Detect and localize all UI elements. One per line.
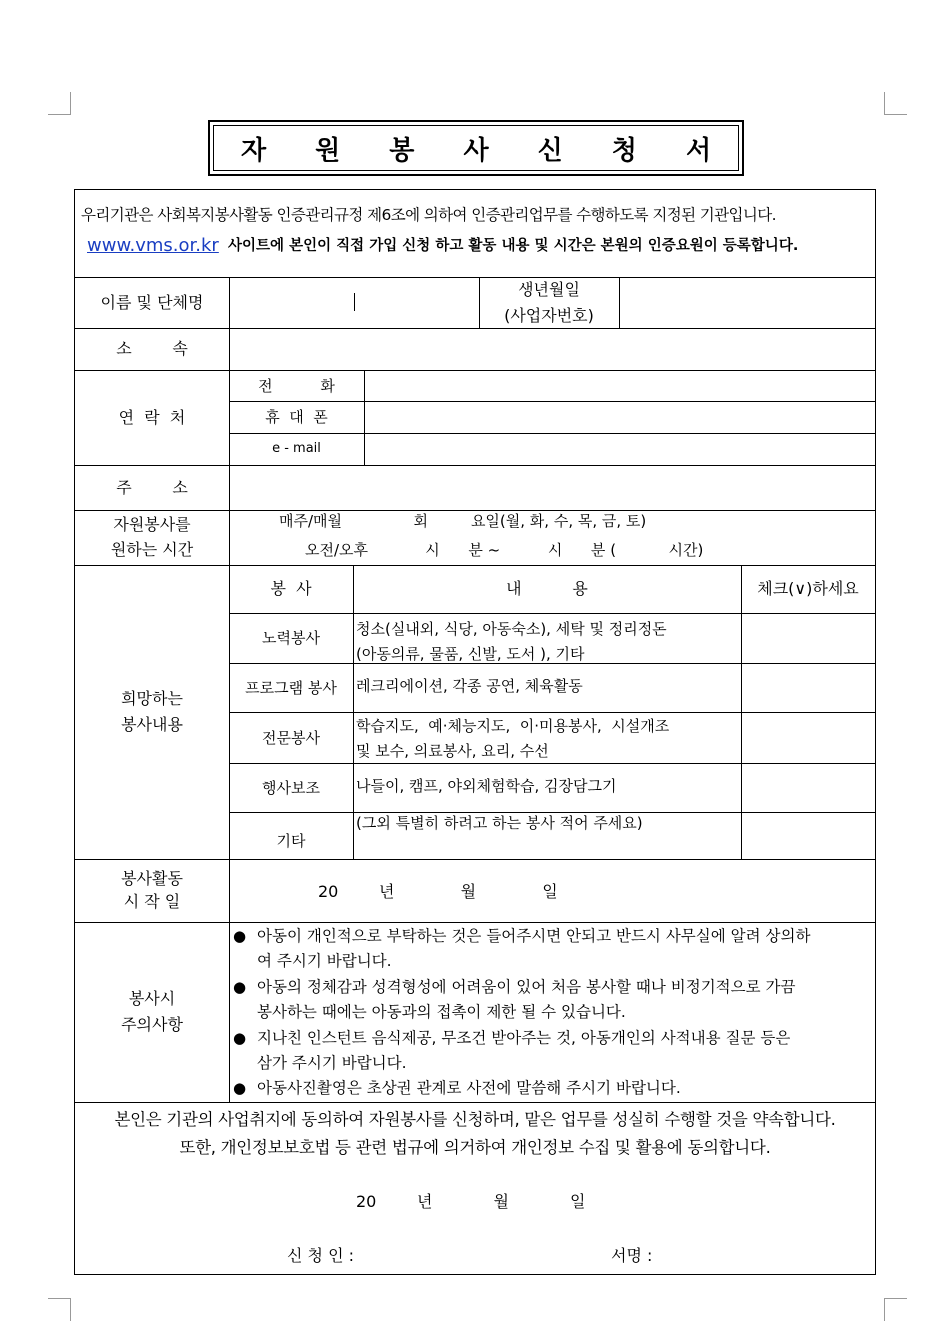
note-line: 아동의 정체감과 성격형성에 어려움이 있어 처음 봉사할 때나 비정기적으로 가끔 xyxy=(257,978,796,996)
agreement-line2: 또한, 개인정보보호법 등 관련 법규에 의거하여 개인정보 수집 및 활용에 동의합니다. xyxy=(179,1138,771,1157)
note-line: 아동이 개인적으로 부탁하는 것은 들어주시면 안되고 반드시 사무실에 알려 상의하 xyxy=(257,927,811,945)
service-content-expert xyxy=(356,714,669,764)
check-cell-expert[interactable] xyxy=(742,713,874,762)
service-header-type: 봉 사 xyxy=(270,579,312,599)
service-type-event: 행사보조 xyxy=(262,778,320,797)
notes-label-line2: 주의사항 xyxy=(121,1015,183,1034)
service-type-expert: 전문봉사 xyxy=(262,728,320,747)
service-content-expert-line1: 학습지도, 예·체능지도, 이·미용봉사, 시설개조 xyxy=(356,717,670,735)
bullet-icon: ● xyxy=(233,1029,247,1047)
intro-line1: 우리기관은 사회복지봉사활동 인증관리규정 제6조에 의하여 인증관리업무를 수행하도록 지정된 기관입니다. xyxy=(81,206,776,224)
birth-label-line2: (사업자번호) xyxy=(504,305,594,325)
note-item xyxy=(233,924,875,974)
start-date: 20 년 월 일 xyxy=(318,882,558,901)
applicant-label: 신 청 인 : xyxy=(287,1246,355,1265)
note-line: 봉사하는 때에는 아동과의 접촉이 제한 될 수 있습니다. xyxy=(257,1003,626,1021)
bullet-icon: ● xyxy=(233,978,247,996)
note-line: 여 주시기 바랍니다. xyxy=(257,952,392,970)
crop-mark-bottom-right xyxy=(884,1298,907,1321)
notes-label xyxy=(75,922,229,1102)
service-content-expert-line2: 및 보수, 의료봉사, 요리, 수선 xyxy=(356,742,549,760)
note-line: 삼가 주시기 바랍니다. xyxy=(257,1054,407,1072)
service-content-labor-line2: (아동의류, 물품, 신발, 도서 ), 기타 xyxy=(356,645,585,663)
rule-notes xyxy=(75,1102,875,1103)
crop-mark-bottom-left xyxy=(48,1298,71,1321)
wish-time-label-line1: 자원봉사를 xyxy=(113,514,191,534)
start-label xyxy=(75,859,229,922)
title-box xyxy=(208,120,744,176)
note-item xyxy=(233,1076,875,1101)
applicant-input[interactable] xyxy=(385,1240,605,1268)
start-label-line1: 봉사활동 xyxy=(121,869,183,889)
service-header-content: 내 용 xyxy=(506,579,588,599)
bullet-icon: ● xyxy=(233,1079,247,1097)
service-label-line2: 봉사내용 xyxy=(121,715,183,734)
page-title: 자 원 봉 사 신 청 서 xyxy=(240,135,732,166)
check-cell-event[interactable] xyxy=(742,764,874,811)
phone-label: 전 화 xyxy=(258,376,335,395)
vms-link[interactable]: www.vms.or.kr xyxy=(87,235,219,256)
note-line: 지나친 인스턴트 음식제공, 무조건 받아주는 것, 아동개인의 사적내용 질문 등은 xyxy=(257,1029,791,1047)
notes-label-line1: 봉사시 xyxy=(128,989,176,1009)
service-type-other: 기타 xyxy=(276,831,306,850)
note-line: 아동사진촬영은 초상권 관계로 사전에 말씀해 주시기 바랍니다. xyxy=(257,1079,681,1097)
service-type-program: 프로그램 봉사 xyxy=(245,678,337,697)
service-content-other: (그외 특별히 하려고 하는 봉사 적어 주세요) xyxy=(356,814,643,832)
signature-input[interactable] xyxy=(671,1240,861,1268)
affiliation-label: 소 속 xyxy=(116,339,188,359)
note-item xyxy=(233,975,875,1025)
service-type-labor: 노력봉사 xyxy=(262,629,320,647)
service-content-labor xyxy=(356,617,667,667)
birth-label xyxy=(479,277,619,328)
time-hours: 오전/오후 시 분 ~ 시 분 ( 시간) xyxy=(305,541,704,559)
wish-time-label-line2: 원하는 시간 xyxy=(110,539,194,559)
crop-mark-top-right xyxy=(884,92,907,115)
name-input[interactable] xyxy=(230,278,478,327)
check-cell-labor[interactable] xyxy=(742,614,874,662)
title-inner-border xyxy=(213,125,739,171)
crop-mark-top-left xyxy=(48,92,71,115)
phone-input[interactable] xyxy=(365,371,874,400)
service-header-check: 체크(∨)하세요 xyxy=(757,579,859,599)
address-label: 주 소 xyxy=(116,477,188,497)
intro-line2: 사이트에 본인이 직접 가입 신청 하고 활동 내용 및 시간은 본원의 인증요원이 등록합니다. xyxy=(228,238,799,254)
application-form xyxy=(74,189,876,1275)
check-cell-program[interactable] xyxy=(742,664,874,711)
email-input[interactable] xyxy=(365,434,874,464)
agreement-line1: 본인은 기관의 사업취지에 동의하여 자원봉사를 신청하며, 맡은 업무를 성실히 수행할 것을 약속합니다. xyxy=(114,1110,836,1129)
name-label: 이름 및 단체명 xyxy=(100,292,204,312)
email-label: e - mail xyxy=(272,440,321,456)
start-label-line2: 시 작 일 xyxy=(123,891,181,911)
note-item xyxy=(233,1026,875,1076)
bullet-icon: ● xyxy=(233,927,247,945)
check-cell-other[interactable] xyxy=(742,813,874,858)
birth-input[interactable] xyxy=(620,278,874,327)
service-content-labor-line1: 청소(실내외, 식당, 아동숙소), 세탁 및 정리정돈 xyxy=(356,620,667,638)
service-content-program: 레크리에이션, 각종 공연, 체육활동 xyxy=(356,677,583,695)
birth-label-line1: 생년월일 xyxy=(518,279,580,299)
agreement-date: 20 년 월 일 xyxy=(356,1192,586,1211)
address-input[interactable] xyxy=(230,466,874,509)
wish-time-label xyxy=(75,510,229,565)
signature-label: 서명 : xyxy=(611,1246,653,1265)
service-label-line1: 희망하는 xyxy=(121,689,183,709)
time-frequency: 매주/매월 회 요일(월, 화, 수, 목, 금, 토) xyxy=(279,512,647,530)
mobile-label: 휴 대 폰 xyxy=(265,408,328,426)
service-content-event: 나들이, 캠프, 야외체험학습, 김장담그기 xyxy=(356,777,617,795)
mobile-input[interactable] xyxy=(365,402,874,432)
service-label xyxy=(75,565,229,859)
contact-label: 연 락 처 xyxy=(118,407,186,427)
affiliation-input[interactable] xyxy=(230,329,874,369)
